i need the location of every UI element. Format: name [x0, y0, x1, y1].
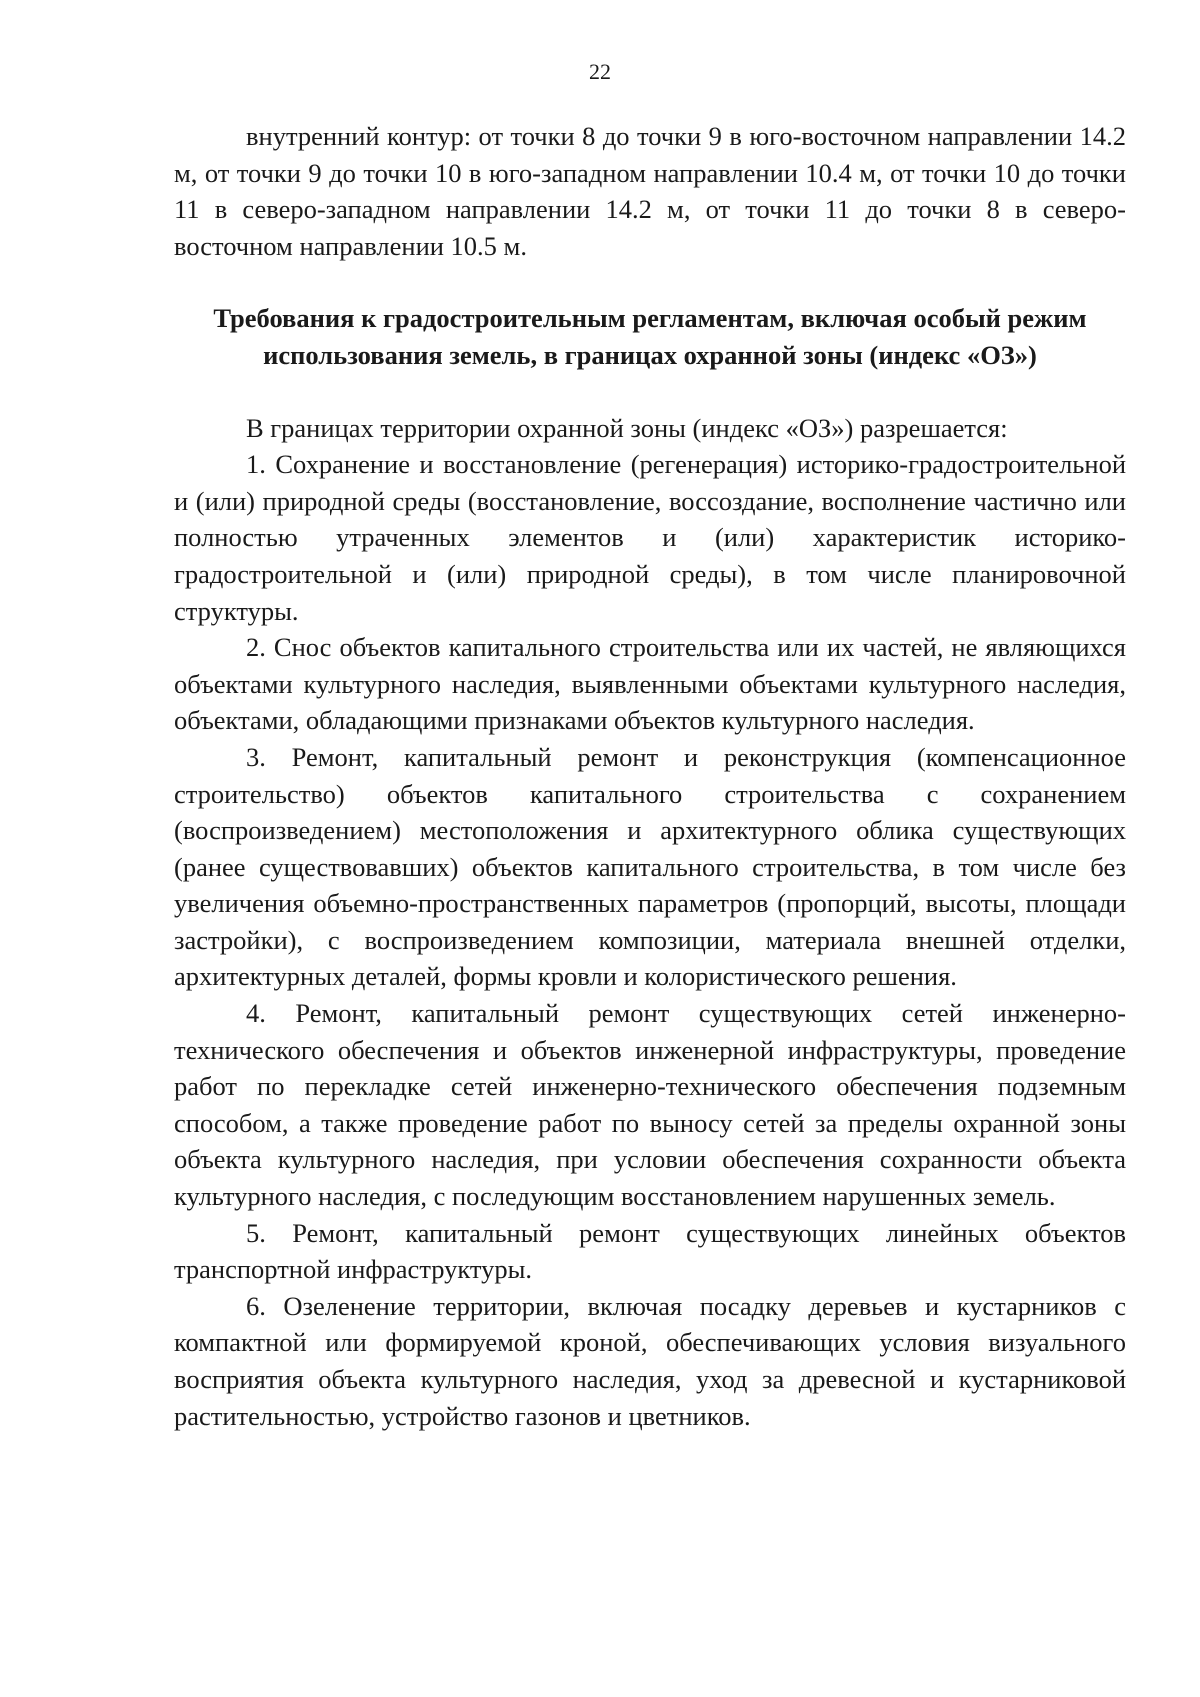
section-lead: В границах территории охранной зоны (индекс «ОЗ») разрешается: — [246, 412, 1008, 443]
list-item-2: 2. Снос объектов капитального строительства или их частей, не являющихся объектами культурного наследия, выявленными объектами культурного наследия, объектами, обладающими признаками объектов культурного наследия. — [174, 632, 1126, 736]
list-item-6: 6. Озеленение территории, включая посадку деревьев и кустарников с компактной или формируемой кроной, обеспечивающих условия визуального восприятия объекта культурного наследия, уход за древесной и кустарниковой растительностью, устройство газонов и цветников. — [174, 1290, 1126, 1431]
page-number: 22 — [589, 59, 611, 84]
list-item-4: 4. Ремонт, капитальный ремонт существующих сетей инженерно-технического обеспечения и объектов инженерной инфраструктуры, проведение работ по перекладке сетей инженерно-технического обеспечения подземным способом, а также проведение работ по выносу сетей за пределы охранной зоны объекта культурного наследия, при условии обеспечения сохранности объекта культурного наследия, с последующим восстановлением нарушенных земель. — [174, 998, 1126, 1212]
list-item-5: 5. Ремонт, капитальный ремонт существующих линейных объектов транспортной инфраструктуры. — [174, 1217, 1126, 1285]
list-item-3: 3. Ремонт, капитальный ремонт и реконструкция (компенсационное строительство) объектов капитального строительства с сохранением (воспроизведением) местоположения и архитектурного облика существующих (ранее существовавших) объектов капитального строительства, в том числе без увеличения объемно-пространственных параметров (пропорций, высоты, площади застройки), с воспроизведением композиции, материала внешней отделки, архитектурных деталей, формы кровли и колористического решения. — [174, 741, 1126, 992]
list-item-1: 1. Сохранение и восстановление (регенерация) историко-градостроительной и (или) природной среды (восстановление, воссоздание, восполнение частично или полностью утраченных элементов и (или) характеристик историко-градостроительной и (или) природной среды), в том числе планировочной структуры. — [174, 449, 1126, 626]
page-content — [174, 118, 1126, 1434]
intro-paragraph: внутренний контур: от точки 8 до точки 9 в юго-восточном направлении 14.2 м, от точки 9 до точки 10 в юго-западном направлении 10.4 м, от точки 10 до точки 11 в северо-западном направлении 14.2 м, от точки 11 до точки 8 в северо-восточном направлении 10.5 м. — [174, 121, 1126, 261]
section-heading: Требования к градостроительным регламентам, включая особый режим использования земель, в границах охранной зоны (индекс «ОЗ») — [213, 303, 1087, 370]
